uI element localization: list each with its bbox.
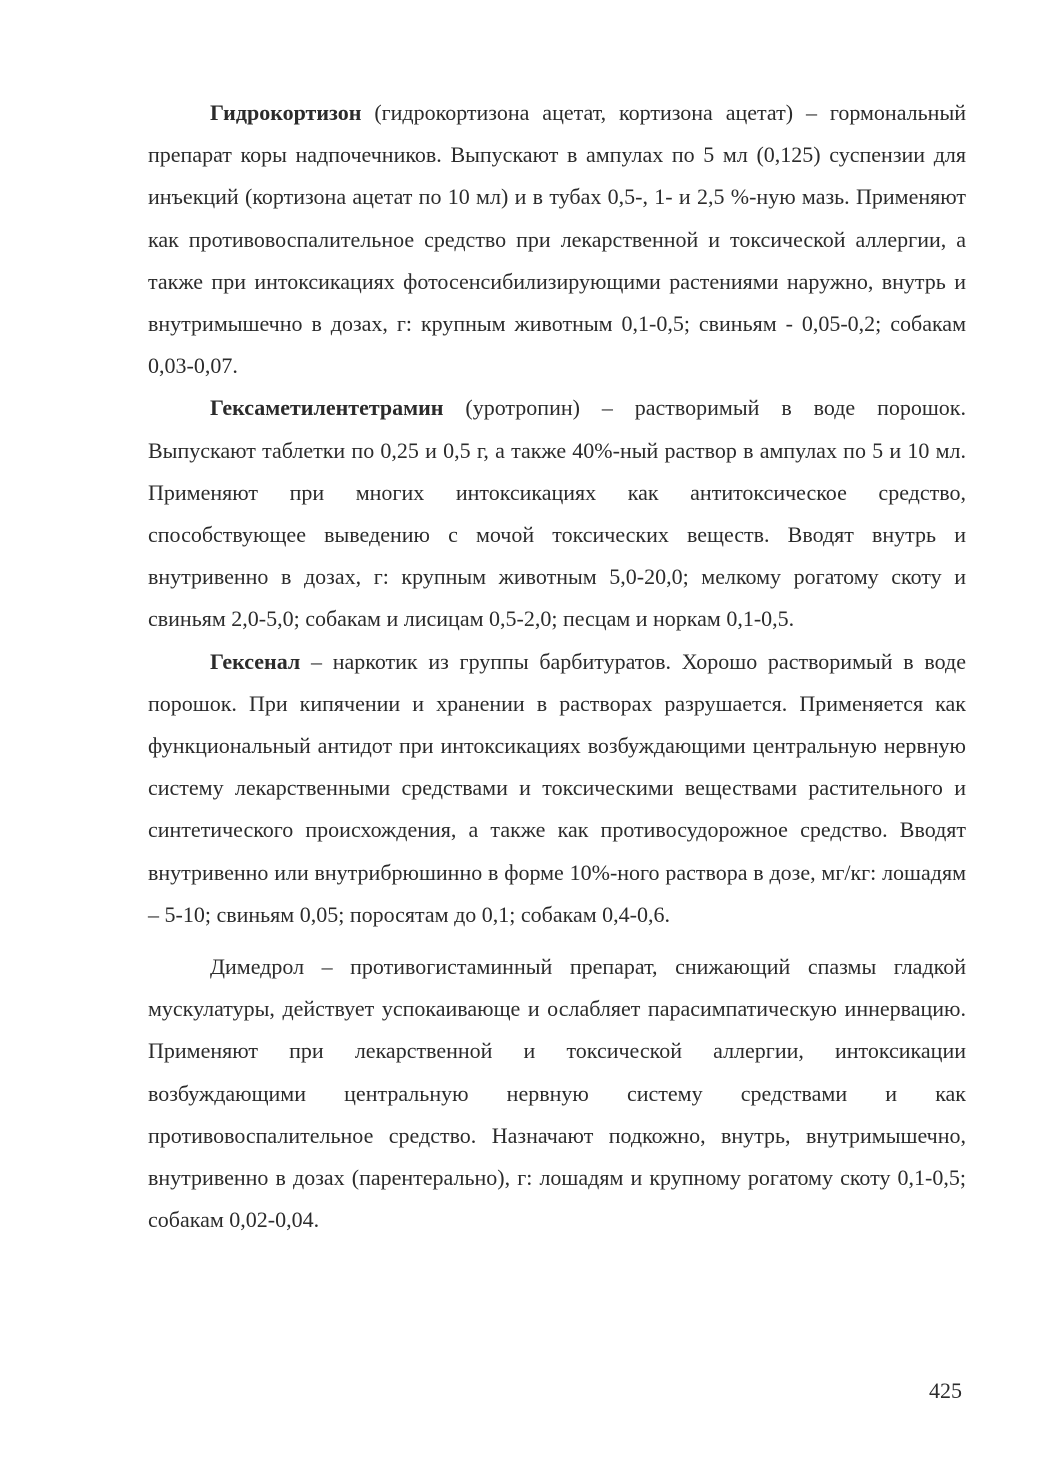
paragraph-text: Димедрол – противогистаминный препарат, снижающий спазмы гладкой мускулатуры, действует успокаивающе и ослабляет парасимпатическую иннервацию. Применяют при лекарственной и токсической аллергии, интоксикации возбуждающими центральную нервную систему средствами и как противовоспалительное средство. Назначают подкожно, внутрь, внутримышечно, внутривенно в дозах (парентерально), г: лошадям и крупному рогатому скоту 0,1-0,5; собакам 0,02-0,04. — [148, 954, 966, 1233]
term-hydrocortisone: Гидрокортизон — [210, 100, 362, 125]
paragraph-text: (уротропин) – растворимый в воде порошок. Выпускают таблетки по 0,25 и 0,5 г, а также 40%-ный раствор в ампулах по 5 и 10 мл. Применяют при многих интоксикациях как антитоксическое средство, способствующее выведению с мочой токсических веществ. Вводят внутрь и внутривенно в дозах, г: крупным животным 5,0-20,0; мелкому рогатому скоту и свиньям 2,0-5,0; собакам и лисицам 0,5-2,0; песцам и норкам 0,1-0,5. — [148, 395, 966, 632]
paragraph-text: (гидрокортизона ацетат, кортизона ацетат) – гормональный препарат коры надпочечников. Выпускают в ампулах по 5 мл (0,125) суспензии для инъекций (кортизона ацетат по 10 мл) и в тубах 0,5-, 1- и 2,5 %-ную мазь. Применяют как противовоспалительное средство при лекарственной и токсической аллергии, а также при интоксикациях фотосенсибилизирующими растениями наружно, внутрь и внутримышечно в дозах, г: крупным животным 0,1-0,5; свиньям - 0,05-0,2; собакам 0,03-0,07. — [148, 100, 966, 379]
paragraph-hydrocortisone — [148, 92, 966, 387]
paragraph-text: – наркотик из группы барбитуратов. Хорошо растворимый в воде порошок. При кипячении и хранении в растворах разрушается. Применяется как функциональный антидот при интоксикациях возбуждающими центральную нервную систему лекарственными средствами и токсическими веществами растительного и синтетического происхождения, а также как противосудорожное средство. Вводят внутривенно или внутрибрюшинно в форме 10%-ного раствора в дозе, мг/кг: лошадям – 5-10; свиньям 0,05; поросятам до 0,1; собакам 0,4-0,6. — [148, 648, 966, 927]
term-hexenal: Гексенал — [210, 648, 301, 674]
page-body — [148, 92, 966, 1241]
paragraph-hexamethylenetetramine — [148, 387, 966, 640]
paragraph-hexenal — [148, 641, 966, 936]
page-number: 425 — [929, 1378, 962, 1403]
term-hexamethylenetetramine: Гексаметилентетрамин — [210, 395, 444, 421]
paragraph-dimedrol — [148, 946, 966, 1241]
